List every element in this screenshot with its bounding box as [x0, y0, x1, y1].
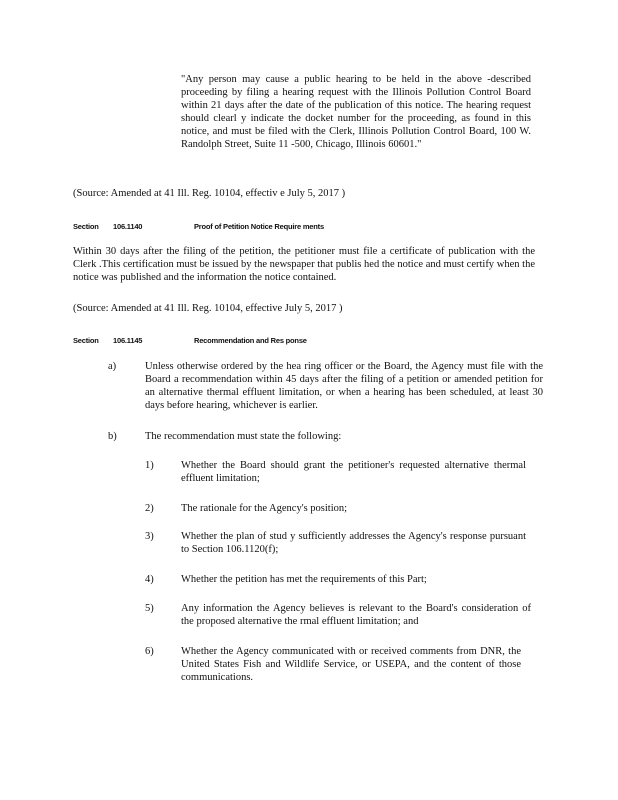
item-label: 6): [145, 646, 154, 657]
section-heading: [73, 220, 473, 232]
item-text: Unless otherwise ordered by the hea ring officer or the Board, the Agency must file with the Board a recommendation within 45 days after the filing of a petition or amended petition for an alternative thermal effluent limitation, or when a hearing has been scheduled, at least 30 days before hearing, whichever is earlier.: [145, 361, 543, 411]
item-text: The rationale for the Agency's position;: [181, 503, 348, 514]
source-note: (Source: Amended at 41 Ill. Reg. 10104, effective July 5, 2017 ): [73, 303, 343, 314]
section-title: Recommendation and Res ponse: [194, 336, 307, 345]
section-label: Section: [73, 336, 99, 345]
item-label: a): [108, 361, 117, 372]
section-label: Section: [73, 222, 99, 231]
item-text: Whether the Board should grant the petitioner's requested alternative thermal effluent limitation;: [181, 460, 526, 484]
item-label: 4): [145, 574, 154, 585]
section-number: 106.1140: [113, 222, 143, 231]
item-text: Any information the Agency believes is relevant to the Board's consideration of the proposed alternative the rmal effluent limitation; and: [181, 603, 531, 627]
paragraph: Within 30 days after the filing of the petition, the petitioner must file a certificate of publication with the Clerk .This certification must be issued by the newspaper that publis hed the notice and must certify when the notice was published and the information the notice contained.: [73, 246, 535, 283]
item-text: Whether the plan of stud y sufficiently addresses the Agency's response pursuant to Section 106.1120(f);: [181, 531, 526, 555]
quoted-notice: "Any person may cause a public hearing to be held in the above -described proceeding by filing a hearing request with the Illinois Pollution Control Board within 21 days after the date of the publication of this notice. The hearing request should clearl y indicate the docket number for the proceeding, as found in this notice, and must be filed with the Clerk, Illinois Pollution Control Board, 100 W. Randolph Street, Suite 11 -500, Chicago, Illinois 60601.": [181, 74, 531, 150]
item-text: Whether the petition has met the requirements of this Part;: [181, 574, 427, 585]
item-label: 3): [145, 531, 154, 542]
item-label: 5): [145, 603, 154, 614]
item-label: 1): [145, 460, 154, 471]
item-label: b): [108, 431, 117, 442]
item-label: 2): [145, 503, 154, 514]
item-text: Whether the Agency communicated with or received comments from DNR, the United States Fish and Wildlife Service, or USEPA, and the content of those communications.: [181, 646, 521, 683]
section-title: Proof of Petition Notice Require ments: [194, 222, 324, 231]
section-heading: [73, 334, 473, 346]
section-number: 106.1145: [113, 336, 143, 345]
item-text: The recommendation must state the following:: [145, 431, 342, 442]
source-note: (Source: Amended at 41 Ill. Reg. 10104, effectiv e July 5, 2017 ): [73, 188, 346, 199]
